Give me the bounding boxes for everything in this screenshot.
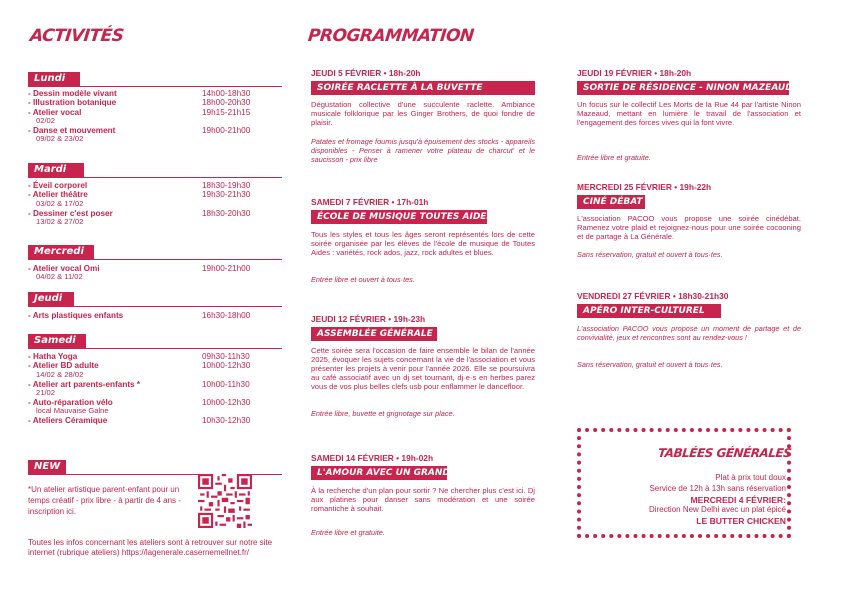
day-list-mercredi [28, 264, 282, 282]
activity-item: - Dessiner c'est poser 18h30-20h30 [28, 208, 251, 218]
event-description: Tous les styles et tous les âges seront représentés lors de cette soirée organisée par les élèves de l'école de musique de Toutes Aides : variétés, rock ados, jazz, rock adultes et blues. [311, 230, 535, 258]
day-list-lundi [28, 89, 282, 144]
event-info: Patates et fromage fournis jusqu'à épuisement des stocks - appareils disponibles - Penser à ramener votre plateau de charcut' et le saucisson - prix libre [311, 137, 535, 165]
activity-item: - Hatha Yoga 09h30-11h30 [28, 352, 250, 361]
tablees-line: Plat à prix tout doux [715, 473, 786, 482]
activity-item: - Atelier vocal 19h15-21h15 [28, 107, 251, 117]
new-tag: NEW [28, 460, 66, 474]
tablees-line: LE BUTTER CHICKEN [696, 516, 786, 527]
activity-item: - Illustration botanique 18h00-20h30 [28, 98, 251, 108]
activity-dates: 04/02 & 11/02 [36, 272, 83, 282]
ateliers-info-footer: Toutes les infos concernant les ateliers sont à retrouver sur notre site internet (rubrique ateliers) https://lagenerale.casernemellnet.fr/ [28, 538, 273, 558]
event-description: Dégustation collective d'une succulente raclette. Ambiance musicale folklorique par les Ginger Brothers, de quoi fondre de plaisir. [311, 100, 535, 128]
tablees-line: Direction New Delhi avec un plat épicé [649, 505, 786, 515]
tablees-info [592, 473, 786, 527]
activity-item: - Atelier vocal Omi 19h00-21h00 [28, 264, 251, 273]
activity-item: - Dessin modèle vivant 14h00-18h30 [28, 89, 251, 98]
activity-item: - Éveil corporel 18h30-19h30 [28, 181, 251, 190]
event-info: Entrée libre et gratuite. [311, 528, 385, 537]
activity-dates: 03/02 & 17/02 [36, 198, 84, 208]
event-info: Sans réservation, gratuit et ouvert à tous·tes. [577, 360, 723, 369]
event-description: Un focus sur le collectif Les Morts de la Rue 44 par l'artiste Ninon Mazeaud, mettant en lumière le travail de l'association et l'engagement des forces vives qui la font vivre. [577, 100, 801, 128]
activity-dates: 02/02 [36, 116, 56, 126]
activities-title: ACTIVITÉS [28, 26, 125, 46]
activity-dates: 09/02 & 23/02 [36, 134, 84, 144]
event-info: Entrée libre et ouvert à tous·tes. [311, 275, 415, 284]
tablees-line: MERCREDI 4 FÉVRIER: [690, 494, 786, 505]
activity-location: local Mauvaise Galne [36, 406, 109, 416]
event-description: À la recherche d'un plan pour sortir ? Ne chercher plus c'est ici. Dj aux platines pour danser sans modération et une soirée romantiche à souhait. [311, 486, 535, 514]
day-tag-samedi: Samedi [28, 334, 86, 348]
day-tag-mercredi: Mercredi [28, 245, 94, 259]
event-title: ÉCOLE DE MUSIQUE TOUTES AIDES [311, 210, 487, 224]
divider [28, 177, 282, 178]
divider [28, 86, 282, 87]
tablees-title: TABLÉES GÉNÉRALES [657, 446, 793, 460]
activity-item: - Auto-réparation vélo 10h00-12h30 [28, 397, 251, 407]
day-list-mardi [28, 181, 282, 227]
activity-item: - Atelier théâtre 19h30-21h30 [28, 190, 251, 200]
event-date: JEUDI 12 FÉVRIER • 19h-23h [311, 314, 426, 324]
programmation-title: PROGRAMMATION [306, 26, 475, 46]
divider [28, 348, 282, 349]
qr-code-icon[interactable] [198, 474, 252, 528]
divider [28, 259, 282, 260]
event-info: Entrée libre, buvette et grignotage sur place. [311, 409, 455, 418]
activity-item: - Atelier art parents-enfants * 10h00-11h30 [28, 379, 250, 389]
activity-dates: 13/02 & 27/02 [36, 217, 84, 227]
event-date: JEUDI 19 FÉVRIER • 18h-20h [577, 68, 692, 78]
event-date: SAMEDI 14 FÉVRIER • 19h-02h [311, 453, 434, 463]
event-date: MERCREDI 25 FÉVRIER • 19h-22h [577, 182, 712, 192]
tablees-line: Service de 12h à 13h sans réservation [649, 483, 786, 493]
event-description: Cette soirée sera l'occasion de faire ensemble le bilan de l'année 2025, évoquer les sujets concernant la vie de l'association et vous présenter les projets à venir pour l'année 2026. Elle se poursuivra au café associatif avec un dj set tournant, dj·e·s en herbes parez vous de vos plus belles clefs usb pour enflammer le dancefloor. [311, 346, 535, 392]
event-description: L'association PACOO vous propose une soirée cinédébat. Ramenez votre plaid et rejoignez-nous pour une soirée cocooning et de partage à La Générale. [577, 214, 801, 242]
divider [28, 306, 282, 307]
event-date: JEUDI 5 FÉVRIER • 18h-20h [311, 68, 421, 78]
activity-item: - Atelier BD adulte 10h00-12h30 [28, 361, 251, 371]
activity-item: - Danse et mouvement 19h00-21h00 [28, 126, 251, 136]
event-title: SOIRÉE RACLETTE À LA BUVETTE [311, 81, 535, 95]
new-text: *Un atelier artistique parent-enfant pour un temps créatif - prix libre - à partir de 4 ans - inscription ici. [28, 485, 181, 516]
activity-item: - Ateliers Céramique 10h30-12h30 [28, 416, 251, 426]
event-title: CINÉ DÉBAT [577, 195, 645, 209]
day-tag-jeudi: Jeudi [28, 292, 74, 306]
day-tag-lundi: Lundi [28, 72, 80, 86]
activity-dates: 21/02 [36, 388, 56, 398]
event-date: SAMEDI 7 FÉVRIER • 17h-01h [311, 197, 429, 207]
day-tag-mardi: Mardi [28, 163, 84, 177]
event-title: L'AMOUR AVEC UN GRAND G [311, 466, 447, 480]
event-date: VENDREDI 27 FÉVRIER • 18h30-21h30 [577, 291, 729, 301]
activity-dates: 14/02 & 28/02 [36, 369, 84, 379]
event-description: L'association PACOO vous propose un moment de partage et de convivialité, jeux et rencontres sont au rendez-vous ! [577, 324, 801, 343]
activity-item: - Arts plastiques enfants 16h30-18h00 [28, 311, 251, 320]
event-info: Sans réservation, gratuit et ouvert à tous·tes. [577, 250, 723, 259]
event-title: SORTIE DE RÉSIDENCE - NINON MAZEAUD [577, 81, 789, 95]
event-info: Entrée libre et gratuite. [577, 153, 651, 162]
day-list-jeudi [28, 311, 282, 320]
event-title: APÉRO INTER-CULTUREL [577, 304, 721, 318]
event-title: ASSEMBLÉE GÉNÉRALE [311, 327, 437, 341]
day-list-samedi [28, 352, 282, 425]
